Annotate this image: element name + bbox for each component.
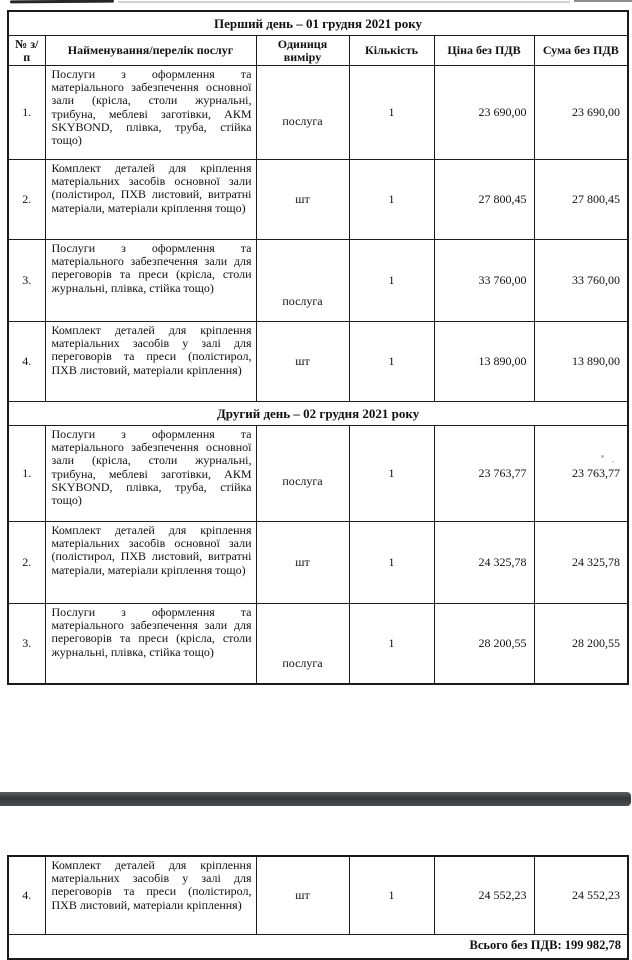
section-title: Другий день – 02 грудня 2021 року xyxy=(8,402,628,426)
unit-cell: послуга xyxy=(256,240,349,322)
scan-smudge-top-right xyxy=(574,0,632,2)
services-table-page1 xyxy=(7,10,629,685)
service-name-cell: Послуги з оформлення та матеріального забезпечення зали для переговорів та преси (крісла, столи журнальні, плівка, стійка тощо) xyxy=(45,604,256,684)
service-row xyxy=(8,240,628,322)
service-name-cell: Послуги з оформлення та матеріального забезпечення зали для переговорів та преси (крісла, столи журнальні, плівка, стійка тощо) xyxy=(45,240,256,322)
page-break-scanner-bar xyxy=(0,792,631,806)
services-table-body xyxy=(8,11,628,684)
service-row xyxy=(8,522,628,604)
scan-line-top xyxy=(118,1,570,3)
quantity-cell: 1 xyxy=(349,426,434,522)
unit-cell: шт xyxy=(256,160,349,240)
price-cell: 23 690,00 xyxy=(434,66,534,160)
unit-cell: послуга xyxy=(256,426,349,522)
service-name-cell: Комплект деталей для кріплення матеріальних засобів основної зали (полістирол, ПХВ листовий, витратні матеріали, матеріали кріплення тощо) xyxy=(45,522,256,604)
column-header-row xyxy=(8,36,628,66)
sum-cell: 23 763,77 xyxy=(534,426,628,522)
price-cell: 27 800,45 xyxy=(434,160,534,240)
sum-cell: 24 552,23 xyxy=(534,856,628,934)
quantity-cell: 1 xyxy=(349,522,434,604)
sum-cell: 33 760,00 xyxy=(534,240,628,322)
quantity-cell: 1 xyxy=(349,604,434,684)
service-row xyxy=(8,426,628,522)
price-cell: 33 760,00 xyxy=(434,240,534,322)
total-row xyxy=(8,934,628,959)
section-title: Перший день – 01 грудня 2021 року xyxy=(8,11,628,36)
unit-cell: шт xyxy=(256,522,349,604)
column-header-3: Кількість xyxy=(349,36,434,66)
service-row xyxy=(8,160,628,240)
column-header-5: Сума без ПДВ xyxy=(534,36,628,66)
row-number-cell: 2. xyxy=(8,522,45,604)
column-header-0: № з/п xyxy=(8,36,45,66)
sum-cell: 27 800,45 xyxy=(534,160,628,240)
service-row xyxy=(8,66,628,160)
row-number-cell: 4. xyxy=(8,856,45,934)
quantity-cell: 1 xyxy=(349,856,434,934)
service-row xyxy=(8,856,628,934)
service-name-cell: Комплект деталей для кріплення матеріальних засобів у залі для переговорів та преси (полістирол, ПХВ листовий, матеріали кріплення) xyxy=(45,856,256,934)
price-cell: 13 890,00 xyxy=(434,322,534,402)
row-number-cell: 2. xyxy=(8,160,45,240)
price-cell: 24 325,78 xyxy=(434,522,534,604)
scan-smudge-top-left xyxy=(10,0,114,3)
unit-cell: послуга xyxy=(256,604,349,684)
service-name-cell: Комплект деталей для кріплення матеріальних засобів основної зали (полістирол, ПХВ листовий, витратні матеріали, матеріали кріплення тощо) xyxy=(45,160,256,240)
column-header-1: Найменування/перелік послуг xyxy=(45,36,256,66)
column-header-4: Ціна без ПДВ xyxy=(434,36,534,66)
price-cell: 23 763,77 xyxy=(434,426,534,522)
unit-cell: послуга xyxy=(256,66,349,160)
section-title-row xyxy=(8,402,628,426)
quantity-cell: 1 xyxy=(349,160,434,240)
section-title-row xyxy=(8,11,628,36)
service-name-cell: Послуги з оформлення та матеріального забезпечення основної зали (крісла, столи журнальні, трибуна, меблеві заготівки, АКМ SKYBOND, плівка, труба, стійка тощо) xyxy=(45,66,256,160)
price-cell: 24 552,23 xyxy=(434,856,534,934)
sum-cell: 24 325,78 xyxy=(534,522,628,604)
row-number-cell: 3. xyxy=(8,240,45,322)
sum-cell: 23 690,00 xyxy=(534,66,628,160)
sum-cell: 13 890,00 xyxy=(534,322,628,402)
quantity-cell: 1 xyxy=(349,322,434,402)
service-row xyxy=(8,322,628,402)
service-name-cell: Послуги з оформлення та матеріального забезпечення основної зали (крісла, столи журнальні, трибуна, меблеві заготівки, АКМ SKYBOND, плівка, труба, стійка тощо) xyxy=(45,426,256,522)
row-number-cell: 3. xyxy=(8,604,45,684)
price-cell: 28 200,55 xyxy=(434,604,534,684)
services-table-page2-continuation xyxy=(7,855,629,960)
total-cell: Всього без ПДВ: 199 982,78 xyxy=(8,934,628,959)
row-number-cell: 1. xyxy=(8,66,45,160)
row-number-cell: 4. xyxy=(8,322,45,402)
quantity-cell: 1 xyxy=(349,240,434,322)
sum-cell: 28 200,55 xyxy=(534,604,628,684)
quantity-cell: 1 xyxy=(349,66,434,160)
service-row xyxy=(8,604,628,684)
service-name-cell: Комплект деталей для кріплення матеріальних засобів у залі для переговорів та преси (полістирол, ПХВ листовий, матеріали кріплення) xyxy=(45,322,256,402)
continuation-table-body xyxy=(8,856,628,959)
row-number-cell: 1. xyxy=(8,426,45,522)
unit-cell: шт xyxy=(256,322,349,402)
column-header-2: Одиниця виміру xyxy=(256,36,349,66)
unit-cell: шт xyxy=(256,856,349,934)
